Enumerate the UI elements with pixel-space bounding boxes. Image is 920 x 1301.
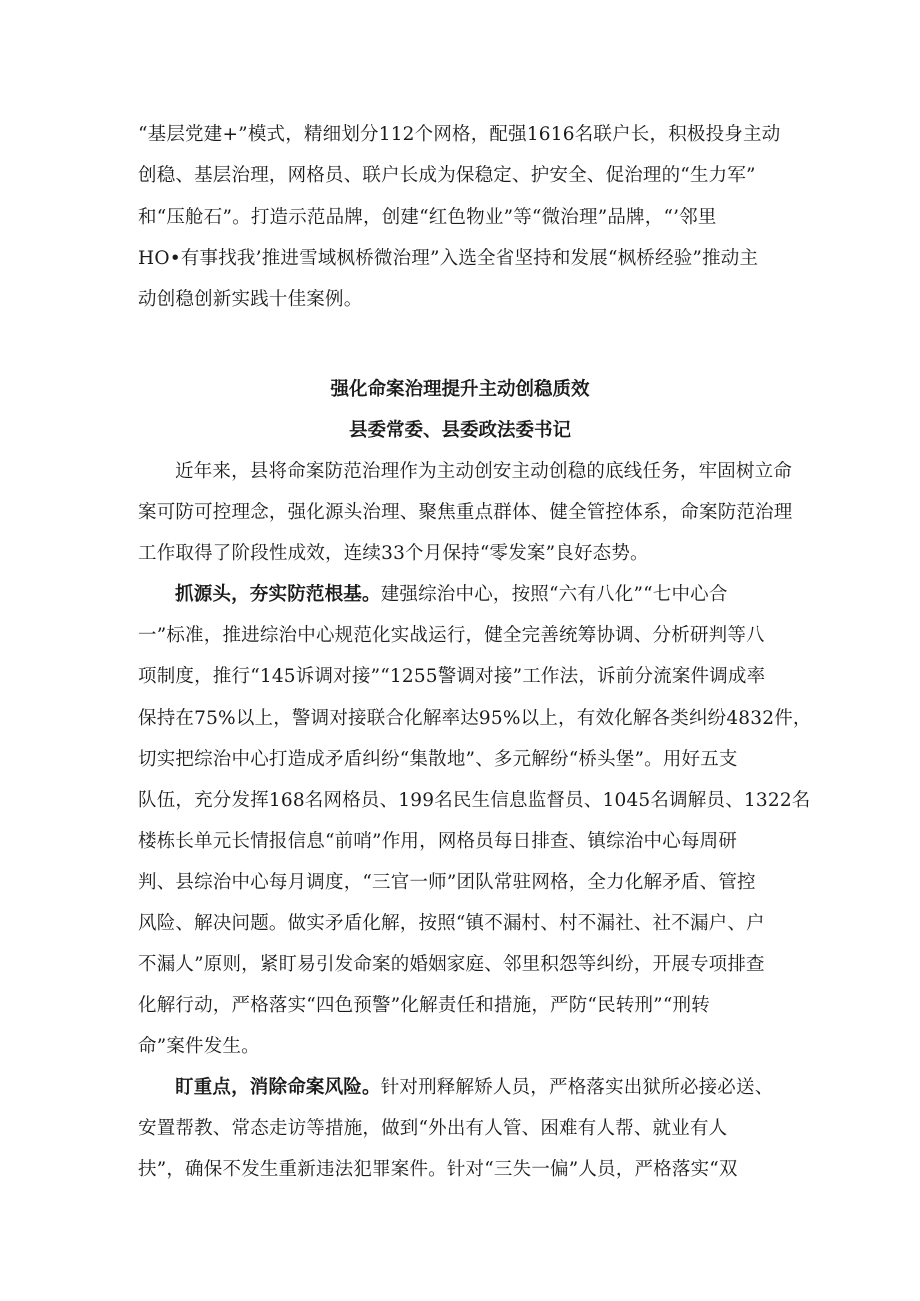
para1-line-1: 近年来，县将命案防范治理作为主动创安主动创稳的底线任务，牢固树立命 (175, 461, 793, 482)
para2-line-10: 不漏人”原则，紧盯易引发命案的婚姻家庭、邻里积怨等纠纷，开展专项排查 (138, 954, 765, 975)
intro-line-4: HO•有事找我’推进雪域枫桥微治理”入选全省坚持和发展“枫桥经验”推动主 (138, 248, 759, 269)
para2-line-4: 保持在75%以上，警调对接联合化解率达95%以上，有效化解各类纠纷4832件， (138, 708, 812, 729)
para3-line-2: 安置帮教、常态走访等措施，做到“外出有人管、困难有人帮、就业有人 (138, 1118, 728, 1139)
para1-line-2: 案可防可控理念，强化源头治理、聚焦重点群体、健全管控体系，命案防范治理 (138, 502, 793, 523)
para2-line-3: 项制度，推行“145诉调对接”“1255警调对接”工作法，诉前分流案件调成率 (138, 666, 766, 687)
para2-line-2: 一”标准，推进综治中心规范化实战运行，健全完善统筹协调、分析研判等八 (138, 625, 765, 646)
para2-line-12: 命”案件发生。 (138, 1036, 260, 1057)
para2-line-5: 切实把综治中心打造成矛盾纠纷“集散地”、多元解纷“桥头堡”。用好五支 (138, 749, 738, 770)
para2-line-11: 化解行动，严格落实“四色预警”化解责任和措施，严防“民转刑”“刑转 (138, 995, 710, 1016)
para2-first-rest: 建强综治中心，按照“六有八化”“七中心合 (380, 584, 728, 605)
article-title: 强化命案治理提升主动创稳质效 (330, 379, 590, 400)
para2-line-6: 队伍，充分发挥168名网格员、199名民生信息监督员、1045名调解员、1322名 (138, 790, 811, 811)
para2-line-9: 风险、解决问题。做实矛盾化解，按照“镇不漏村、村不漏社、社不漏户、户 (138, 913, 765, 934)
para2-line-1 (175, 583, 728, 607)
para1-line-3: 工作取得了阶段性成效，连续33个月保持“零发案”良好态势。 (138, 543, 649, 564)
intro-line-5: 动创稳创新实践十佳案例。 (138, 289, 363, 310)
para2-line-8: 判、县综治中心每月调度，“三官一师”团队常驻网格，全力化解矛盾、管控 (138, 872, 756, 893)
para2-line-7: 楼栋长单元长情报信息“前哨”作用，网格员每日排查、镇综治中心每周研 (138, 831, 738, 852)
para3-lead: 盯重点，消除命案风险。 (175, 1077, 381, 1098)
para3-first-rest: 针对刑释解矫人员，严格落实出狱所必接必送、 (380, 1077, 774, 1098)
para2-lead: 抓源头，夯实防范根基。 (175, 584, 381, 605)
para3-line-1 (175, 1076, 773, 1100)
intro-line-1: “基层党建+”模式，精细划分112个网格，配强1616名联户长，积极投身主动 (138, 124, 781, 145)
intro-line-3: 和“压舱石”。打造示范品牌，创建“红色物业”等“微治理”品牌，“’邻里 (138, 207, 717, 228)
article-author: 县委常委、县委政法委书记 (348, 420, 571, 441)
intro-line-2: 创稳、基层治理，网格员、联户长成为保稳定、护安全、促治理的“生力军” (138, 165, 756, 186)
para3-line-3: 扶”，确保不发生重新违法犯罪案件。针对“三失一偏”人员，严格落实“双 (138, 1159, 738, 1180)
